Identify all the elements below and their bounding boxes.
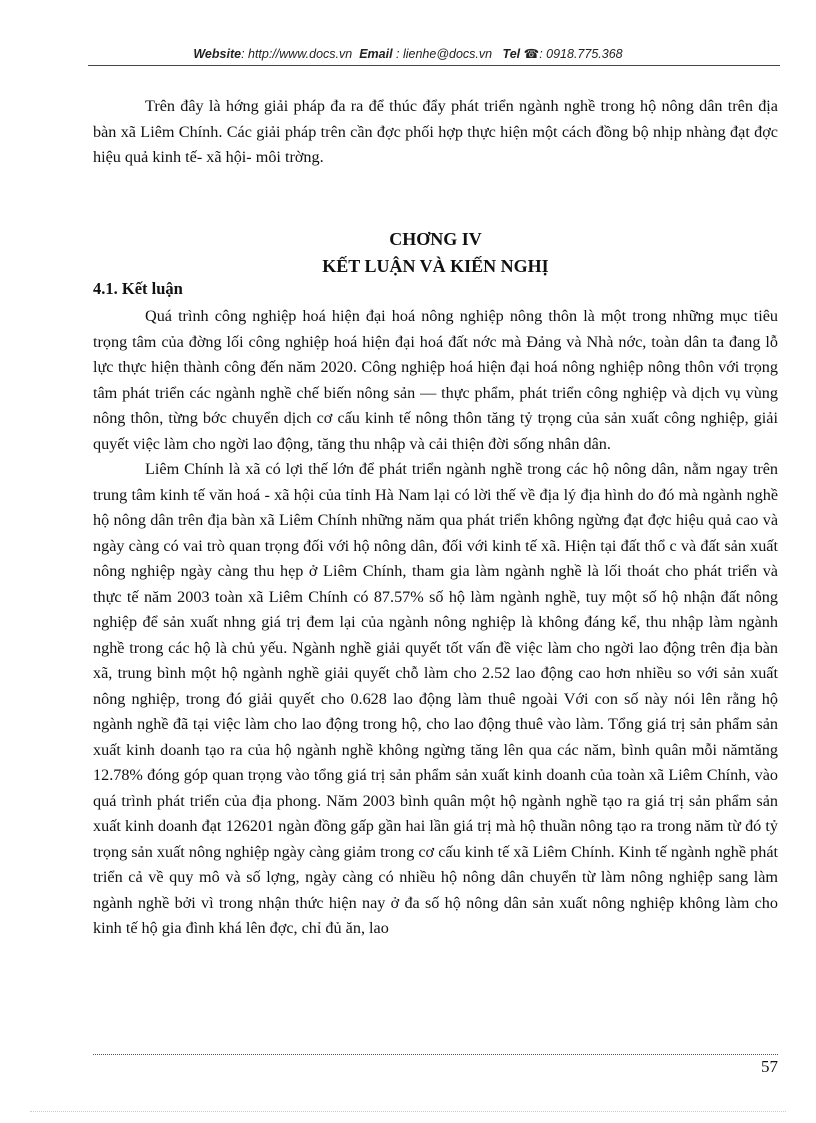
- body-paragraph: Liêm Chính là xã có lợi thế lớn để phát triển ngành nghề trong các hộ nông dân, nằm ngay trên trung tâm kinh tế văn hoá - xã hội của tỉnh Hà Nam lại có lời thế về địa lý địa hình do đó mà ngành nghề hộ nông dân trên địa bàn xã Liêm Chính những năm qua phát triển không ngừng đạt đợc hiệu quả cao và ngày càng có vai trò quan trọng đối với hộ nông dân, đối với kinh tế xã. Hiện tại đất thổ c và đất sản xuất nông nghiệp ngày càng thu hẹp ở Liêm Chính, tham gia làm ngành nghề là lối thoát cho phát triển và thực tế năm 2003 toàn xã Liêm Chính có 87.57% số hộ làm ngành nghề, tuy một số hộ nhận đất nông nghiệp để sản xuất nhng giá trị đem lại của ngành nông nghiệp là không đáng kể, thu nhập làm ngành nghề trong các hộ là chủ yếu. Ngành nghề giải quyết tốt vấn đề việc làm cho ngời lao động trên địa bàn xã, trung bình một hộ ngành nghề giải quyết chỗ làm cho 2.52 lao động cao hơn nhiều so với sản xuất nông nghiệp, trong đó giải quyết cho 0.628 lao động làm thuê ngoài Với con số này nói lên rằng hộ ngành nghề đã tại việc làm cho lao động trong hộ, cho lao động thuê vào làm. Tổng giá trị sản phẩm sản xuất kinh doanh tạo ra của hộ ngành nghề không ngừng tăng lên qua các năm, bình quân mỗi nămtăng 12.78% đóng góp quan trọng vào tổng giá trị sản phẩm sản xuất kinh doanh của toàn xã Liêm Chính, vào quá trình phát triển của địa phong. Năm 2003 bình quân một hộ ngành nghề tạo ra giá trị sản phẩm sản xuất kinh doanh đạt 126201 ngàn đồng gấp gần hai lần giá trị mà hộ thuần nông tạo ra trong năm từ đó tỷ trọng sản xuất nông nghiệp ngày càng giảm trong cơ cấu kinh tế xã Liêm Chính. Kinh tế ngành nghề phát triển cả về quy mô và số lợng, ngày càng có nhiều hộ nông dân chuyển từ làm nông nghiệp sang làm ngành nghề bởi vì trong nhận thức hiện nay ở đa số hộ nông dân sản xuất nông nghiệp không làm cho kinh tế hộ gia đình khá lên đợc, chỉ đủ ăn, lao: [93, 460, 778, 937]
- body-paragraph: Quá trình công nghiệp hoá hiện đại hoá nông nghiệp nông thôn là một trong những mục tiêu trọng tâm của đờng lối công nghiệp hoá hiện đại hoá đất nớc mà Đảng và Nhà nớc, toàn dân ta đang lỗ lực thực hiện thành công đến năm 2020. Công nghiệp hoá hiện đại hoá nông nghiệp nông thôn với trọng tâm phát triển các ngành nghề chế biến nông sản — thực phẩm, phát triển công nghiệp và dịch vụ vùng nông thôn, từng bớc chuyển dịch cơ cấu kinh tế nông thôn tăng tỷ trọng của sản xuất công nghiệp, giải quyết việc làm cho ngời lao động, tăng thu nhập và cải thiện đời sống nhân dân.: [93, 307, 778, 453]
- chapter-number: CHƠNG IV: [389, 229, 482, 249]
- email-value: : lienhe@docs.vn: [392, 47, 493, 61]
- chapter-title: KẾT LUẬN VÀ KIẾN NGHỊ: [322, 256, 549, 276]
- page-header: [0, 46, 816, 61]
- phone-icon: ☎: [523, 47, 540, 61]
- website-value: : http://www.docs.vn: [241, 47, 353, 61]
- header-rule: [88, 65, 780, 66]
- tel-label: Tel: [502, 47, 521, 61]
- page-number: 57: [761, 1057, 778, 1076]
- footer-rule: [93, 1054, 778, 1055]
- section-body: [93, 304, 778, 942]
- section-heading: 4.1. Kết luận: [93, 279, 183, 298]
- website-label: Website: [193, 47, 242, 61]
- chapter-heading: [93, 226, 778, 280]
- intro-block: [93, 94, 778, 171]
- bottom-divider: [30, 1111, 786, 1112]
- intro-paragraph: Trên đây là hớng giải pháp đa ra để thúc đẩy phát triển ngành nghề trong hộ nông dân trên địa bàn xã Liêm Chính. Các giải pháp trên cần đợc phối hợp thực hiện một cách đồng bộ nhịp nhàng đạt đợc hiệu quả kinh tế- xã hội- môi trờng.: [93, 97, 778, 166]
- email-label: Email: [359, 47, 393, 61]
- tel-value: : 0918.775.368: [539, 47, 623, 61]
